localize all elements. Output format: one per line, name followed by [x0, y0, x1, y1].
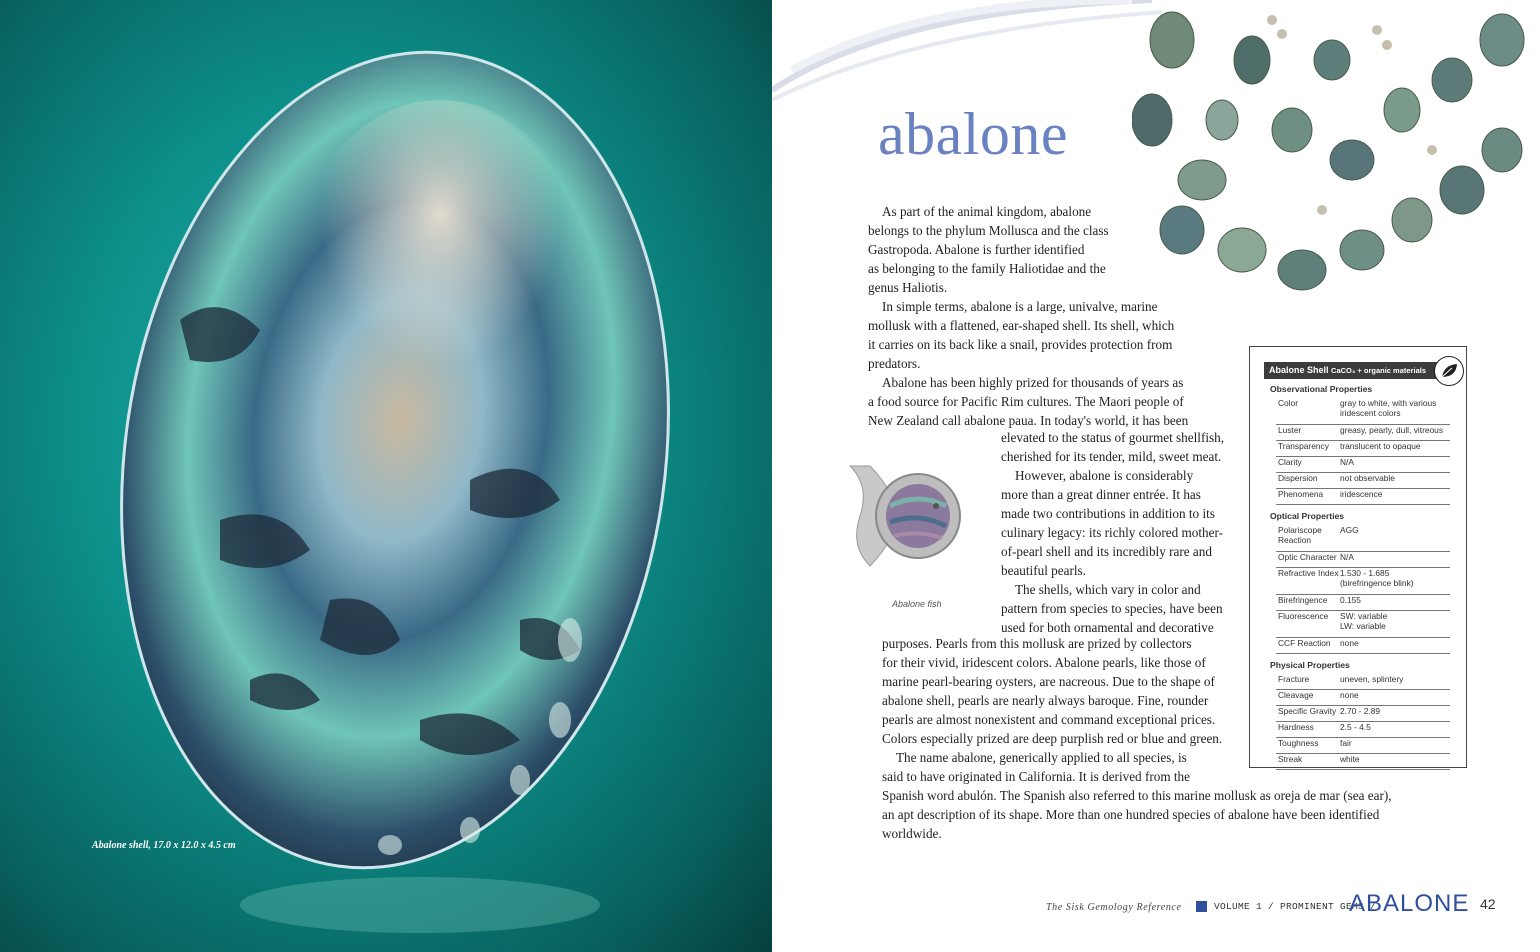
- property-value-line: 2.70 - 2.89: [1340, 706, 1381, 716]
- property-value: [1340, 473, 1395, 483]
- properties-row: [1276, 568, 1450, 595]
- property-label-line: Transparency: [1278, 441, 1329, 451]
- property-value-line: white: [1340, 754, 1360, 764]
- properties-row: [1276, 611, 1450, 638]
- properties-row: [1276, 441, 1450, 457]
- text-line: abalone shell, pearls are nearly always baroque. Fine, rounder: [882, 693, 1209, 708]
- properties-row: [1276, 398, 1450, 425]
- property-label: [1278, 473, 1318, 483]
- property-value-line: not observable: [1340, 473, 1395, 483]
- property-value: [1340, 690, 1359, 700]
- property-value: [1340, 611, 1387, 631]
- property-label-line: CCF Reaction: [1278, 638, 1331, 648]
- footer-square-icon: [1196, 901, 1207, 912]
- property-value: [1340, 595, 1361, 605]
- text-line: for their vivid, iridescent colors. Abalone pearls, like those of: [882, 655, 1206, 670]
- property-value: [1340, 398, 1436, 418]
- properties-section-title: Physical Properties: [1270, 660, 1350, 670]
- text-line: As part of the animal kingdom, abalone: [882, 204, 1092, 219]
- property-value-line: none: [1340, 638, 1359, 648]
- property-value-line: uneven, splintery: [1340, 674, 1404, 684]
- properties-formula: CaCO₃ + organic materials: [1331, 366, 1426, 375]
- property-label: [1278, 611, 1328, 621]
- property-value: [1340, 674, 1403, 684]
- page-number: 42: [1480, 896, 1496, 912]
- text-line: New Zealand call abalone paua. In today's world, it has been: [868, 413, 1189, 428]
- text-line: as belonging to the family Haliotidae and the: [868, 261, 1106, 276]
- text-line: said to have originated in California. It is derived from the: [882, 769, 1190, 784]
- properties-row: [1276, 674, 1450, 690]
- text-line: However, abalone is considerably: [1015, 468, 1194, 483]
- properties-row: [1276, 722, 1450, 738]
- properties-row: [1276, 706, 1450, 722]
- property-value-line: iridescence: [1340, 489, 1383, 499]
- property-label-line: Fracture: [1278, 674, 1310, 684]
- properties-row: [1276, 690, 1450, 706]
- property-label-line: Optic Character: [1278, 552, 1337, 562]
- property-label: [1278, 457, 1302, 467]
- properties-row: [1276, 489, 1450, 505]
- property-label: [1278, 489, 1323, 499]
- property-label-line: Birefringence: [1278, 595, 1328, 605]
- property-value: [1340, 568, 1414, 588]
- property-label: [1278, 674, 1309, 684]
- body-block-1: [868, 202, 1228, 430]
- text-line: pearls are almost nonexistent and command exceptional prices.: [882, 712, 1216, 727]
- property-label: [1278, 398, 1298, 408]
- text-line: Spanish word abulón. The Spanish also referred to this marine mollusk as oreja de mar (sea ear),: [882, 788, 1392, 803]
- text-line: Gastropoda. Abalone is further identified: [868, 242, 1085, 257]
- body-block-5: [882, 786, 1442, 843]
- property-label: [1278, 441, 1329, 451]
- footer-reference: The Sisk Gemology Reference: [1046, 902, 1182, 913]
- text-line: it carries on its back like a snail, provides protection from: [868, 337, 1173, 352]
- property-label: [1278, 595, 1327, 605]
- text-line: In simple terms, abalone is a large, univalve, marine: [882, 299, 1158, 314]
- property-label: [1278, 722, 1314, 732]
- text-line: beautiful pearls.: [1001, 563, 1086, 578]
- properties-row: [1276, 473, 1450, 489]
- property-value-line: AGG: [1340, 525, 1359, 535]
- text-line: cherished for its tender, mild, sweet meat.: [1001, 449, 1222, 464]
- text-line: a food source for Pacific Rim cultures. The Maori people of: [868, 394, 1184, 409]
- text-line: made two contributions in addition to its: [1001, 506, 1215, 521]
- properties-row: [1276, 552, 1450, 568]
- text-line: elevated to the status of gourmet shellfish,: [1001, 430, 1225, 445]
- property-label: [1278, 690, 1313, 700]
- property-value-line: translucent to opaque: [1340, 441, 1421, 451]
- property-label-line: Luster: [1278, 425, 1302, 435]
- properties-row: [1276, 457, 1450, 473]
- properties-title: Abalone Shell: [1269, 365, 1329, 375]
- text-line: mollusk with a flattened, ear-shaped shell. Its shell, which: [868, 318, 1175, 333]
- text-line: predators.: [868, 356, 921, 371]
- property-label: [1278, 754, 1302, 764]
- property-value: [1340, 722, 1371, 732]
- text-line: genus Haliotis.: [868, 280, 948, 295]
- properties-table: [1249, 346, 1467, 768]
- property-value-line: iridescent colors: [1340, 408, 1401, 418]
- property-label: [1278, 525, 1322, 545]
- property-value-line: 2.5 - 4.5: [1340, 722, 1371, 732]
- text-line: pattern from species to species, have been: [1001, 601, 1223, 616]
- property-value-line: gray to white, with various: [1340, 398, 1437, 408]
- property-label: [1278, 552, 1337, 562]
- property-value: [1340, 425, 1443, 435]
- text-line: culinary legacy: its richly colored mother-: [1001, 525, 1224, 540]
- properties-row: [1276, 595, 1450, 611]
- properties-row: [1276, 425, 1450, 441]
- property-label-line: Hardness: [1278, 722, 1314, 732]
- property-value: [1340, 525, 1359, 535]
- property-value: [1340, 441, 1421, 451]
- text-line: worldwide.: [882, 826, 942, 841]
- property-label-line: Cleavage: [1278, 690, 1314, 700]
- property-value: [1340, 638, 1359, 648]
- text-line: Colors especially prized are deep purplish red or blue and green.: [882, 731, 1223, 746]
- property-label-line: Streak: [1278, 754, 1303, 764]
- footer-volume: VOLUME 1 / PROMINENT GEMS /: [1214, 901, 1377, 912]
- property-value-line: SW: variable: [1340, 611, 1388, 621]
- property-label: [1278, 568, 1339, 578]
- properties-header: [1264, 362, 1446, 379]
- footer-gem-name: ABALONE: [1349, 890, 1470, 917]
- shell-caption: Abalone shell, 17.0 x 12.0 x 4.5 cm: [92, 840, 236, 851]
- property-value-line: (birefringence blink): [1340, 578, 1414, 588]
- property-label-line: Toughness: [1278, 738, 1319, 748]
- text-line: marine pearl-bearing oysters, are nacreous. Due to the shape of: [882, 674, 1215, 689]
- body-block-3: [1001, 428, 1246, 637]
- property-value: [1340, 489, 1382, 499]
- properties-row: [1276, 525, 1450, 552]
- property-label-line: Clarity: [1278, 457, 1302, 467]
- properties-section-title: Optical Properties: [1270, 511, 1345, 521]
- text-line: more than a great dinner entrée. It has: [1001, 487, 1201, 502]
- page-footer: [772, 888, 1540, 928]
- property-value-line: fair: [1340, 738, 1352, 748]
- property-label-line: Polariscope: [1278, 525, 1322, 535]
- text-line: used for both ornamental and decorative: [1001, 620, 1214, 635]
- page-title: abalone: [878, 101, 1069, 167]
- property-value: [1340, 457, 1354, 467]
- property-label-line: Refractive Index: [1278, 568, 1339, 578]
- text-line: an apt description of its shape. More than one hundred species of abalone have been identified: [882, 807, 1380, 822]
- text-line: The name abalone, generically applied to all species, is: [896, 750, 1187, 765]
- property-value-line: N/A: [1340, 457, 1354, 467]
- property-label: [1278, 706, 1336, 716]
- property-label-line: Specific Gravity: [1278, 706, 1337, 716]
- abalone-fish-image: [840, 436, 964, 596]
- property-label: [1278, 425, 1301, 435]
- property-label-line: Fluorescence: [1278, 611, 1329, 621]
- property-label-line: Dispersion: [1278, 473, 1318, 483]
- property-value-line: 0.155: [1340, 595, 1361, 605]
- text-line: The shells, which vary in color and: [1015, 582, 1201, 597]
- properties-row: [1276, 738, 1450, 754]
- text-line: of-pearl shell and its incredibly rare and: [1001, 544, 1212, 559]
- property-value-line: 1.530 - 1.685: [1340, 568, 1390, 578]
- property-value: [1340, 738, 1352, 748]
- organic-leaf-icon: [1434, 356, 1464, 386]
- properties-row: [1276, 754, 1450, 770]
- property-label-line: Phenomena: [1278, 489, 1324, 499]
- properties-row: [1276, 638, 1450, 654]
- property-value-line: greasy, pearly, dull, vitreous: [1340, 425, 1444, 435]
- text-line: purposes. Pearls from this mollusk are prized by collectors: [882, 636, 1192, 651]
- property-label-line: Reaction: [1278, 535, 1312, 545]
- fish-caption: Abalone fish: [892, 599, 942, 609]
- text-line: Abalone has been highly prized for thousands of years as: [882, 375, 1184, 390]
- property-value: [1340, 706, 1380, 716]
- property-label: [1278, 638, 1331, 648]
- text-line: belongs to the phylum Mollusca and the class: [868, 223, 1109, 238]
- decorative-swoosh: [772, 0, 1172, 110]
- property-label: [1278, 738, 1319, 748]
- property-value-line: LW: variable: [1340, 621, 1386, 631]
- properties-section-title: Observational Properties: [1270, 384, 1373, 394]
- property-value-line: N/A: [1340, 552, 1354, 562]
- right-page: [772, 0, 1540, 952]
- property-value: [1340, 552, 1354, 562]
- property-value: [1340, 754, 1360, 764]
- property-label-line: Color: [1278, 398, 1299, 408]
- property-value-line: none: [1340, 690, 1359, 700]
- body-block-4: [882, 634, 1262, 786]
